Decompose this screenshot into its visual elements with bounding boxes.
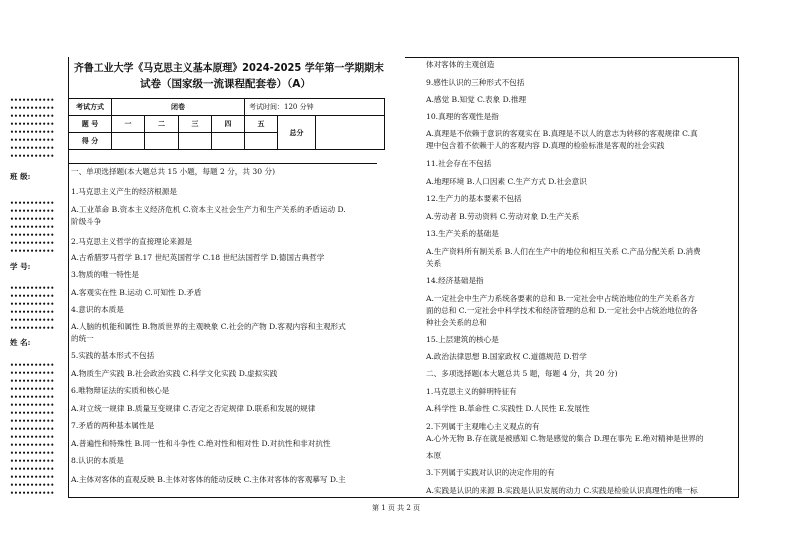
question-line: A.古希腊罗马哲学 B.17 世纪英国哲学 C.18 世纪法国哲学 D.德国古典哲学 bbox=[71, 253, 325, 262]
score-table bbox=[68, 98, 385, 150]
question-line: A.普遍性和特殊性 B.同一性和斗争性 C.绝对性和相对性 D.对抗性和非对抗性 bbox=[71, 439, 331, 448]
binding-dots: ••••••••••• bbox=[10, 378, 55, 385]
binding-dots: ••••••••••• bbox=[10, 153, 55, 160]
binding-dots: ••••••••••• bbox=[10, 386, 55, 393]
question-line: A.工业革命 B.资本主义经济危机 C.资本主义社会生产力和生产关系的矛盾运动 D. bbox=[71, 205, 346, 214]
binding-dots: ••••••••••• bbox=[10, 402, 55, 409]
exam-mode-value: 闭卷 bbox=[112, 99, 245, 116]
binding-dots: ••••••••••• bbox=[10, 285, 55, 292]
binding-dots: ••••••••••• bbox=[10, 482, 55, 489]
question-line: 体对客体的主观创造 bbox=[426, 60, 495, 69]
column-3: 三 bbox=[179, 116, 212, 133]
divider-line bbox=[68, 163, 377, 164]
page-footer: 第 1 页 共 2 页 bbox=[372, 504, 421, 512]
score-cell-3 bbox=[179, 133, 212, 150]
column-2: 二 bbox=[145, 116, 179, 133]
binding-dots: ••••••••••• bbox=[10, 309, 55, 316]
exam-title-line2: 试卷（国家级一流课程配套卷）（A） bbox=[140, 78, 311, 90]
question-line: 13.生产关系的基础是 bbox=[426, 229, 499, 238]
question-line: A.人脑的机能和属性 B.物质世界的主观映象 C.社会的产物 D.客观内容和主观形式 bbox=[71, 322, 346, 331]
score-cell-4 bbox=[212, 133, 245, 150]
frame-top-border bbox=[405, 57, 739, 58]
binding-dots: ••••••••••• bbox=[10, 418, 55, 425]
exam-time: 考试时间：120 分钟 bbox=[245, 99, 385, 116]
binding-dots: ••••••••••• bbox=[10, 216, 55, 223]
question-line: 12.生产力的基本要素不包括 bbox=[426, 194, 522, 203]
binding-dots: ••••••••••• bbox=[10, 97, 55, 104]
binding-dots: ••••••••••• bbox=[10, 200, 55, 207]
binding-dots: ••••••••••• bbox=[10, 317, 55, 324]
binding-dots: ••••••••••• bbox=[10, 442, 55, 449]
question-line: 的统一 bbox=[71, 334, 94, 343]
binding-dots: ••••••••••• bbox=[10, 450, 55, 457]
question-line: 种社会关系的总和 bbox=[426, 318, 487, 327]
binding-dots: ••••••••••• bbox=[10, 121, 55, 128]
question-line: 11.社会存在不包括 bbox=[426, 159, 492, 168]
question-line: A.实践是认识的来源 B.实践是认识发展的动力 C.实践是检验认识真理性的唯一标 bbox=[426, 486, 698, 495]
score-cell-2 bbox=[145, 133, 179, 150]
binding-dots: ••••••••••• bbox=[10, 474, 55, 481]
question-line: 7.矛盾的两种基本属性是 bbox=[71, 421, 155, 430]
question-line: 1.马克思主义产生的经济根源是 bbox=[71, 187, 177, 196]
binding-dots: ••••••••••• bbox=[10, 426, 55, 433]
binding-dots: ••••••••••• bbox=[10, 105, 55, 112]
question-line: A.对立统一规律 B.质量互变规律 C.否定之否定规律 D.联系和发展的规律 bbox=[71, 404, 316, 413]
question-line: A.物质生产实践 B.社会政治实践 C.科学文化实践 D.虚拟实践 bbox=[71, 369, 278, 378]
binding-dots: ••••••••••• bbox=[10, 466, 55, 473]
question-line: 1.马克思主义的鲜明特征有 bbox=[426, 387, 517, 396]
question-line: 理中包含着不依赖于人的客观内容 D.真理的检验标准是客观的社会实践 bbox=[426, 141, 665, 150]
binding-dots: ••••••••••• bbox=[10, 113, 55, 120]
question-line: 9.感性认识的三种形式不包括 bbox=[426, 78, 525, 87]
question-line: 2.下列属于主观唯心主义观点的有 bbox=[426, 422, 540, 431]
question-line: 关系 bbox=[426, 259, 442, 268]
score-label: 得 分 bbox=[69, 133, 112, 150]
binding-dots: ••••••••••• bbox=[10, 301, 55, 308]
binding-dots: ••••••••••• bbox=[10, 224, 55, 231]
binding-dots: ••••••••••• bbox=[10, 458, 55, 465]
question-no-label: 题 号 bbox=[69, 116, 112, 133]
binding-dots: ••••••••••• bbox=[10, 129, 55, 136]
binding-dots: ••••••••••• bbox=[10, 137, 55, 144]
section-heading: 二、多项选择题(本大题总共 5 题，每题 4 分，共 20 分) bbox=[426, 369, 618, 378]
frame-right-border bbox=[738, 57, 739, 497]
binding-dots: ••••••••••• bbox=[10, 145, 55, 152]
question-line: A.真理是不依赖于意识的客观实在 B.真理是不以人的意志为转移的客观规律 C.真 bbox=[426, 129, 698, 138]
binding-dots: ••••••••••• bbox=[10, 370, 55, 377]
question-line: A.感觉 B.知觉 C.表象 D.推理 bbox=[426, 95, 527, 104]
exam-mode-label: 考试方式 bbox=[69, 99, 112, 116]
binding-dots: ••••••••••• bbox=[10, 248, 55, 255]
binding-dots: ••••••••••• bbox=[10, 240, 55, 247]
binding-dots: ••••••••••• bbox=[10, 232, 55, 239]
question-line: 2.马克思主义哲学的直接理论来源是 bbox=[71, 237, 193, 246]
question-line: 8.认识的本质是 bbox=[71, 456, 124, 465]
score-cell-1 bbox=[112, 133, 145, 150]
column-5: 五 bbox=[245, 116, 278, 133]
question-line: A.劳动者 B.劳动资料 C.劳动对象 D.生产关系 bbox=[426, 212, 580, 221]
question-line: A.地理环境 B.人口因素 C.生产方式 D.社会意识 bbox=[426, 177, 587, 186]
question-line: 5.实践的基本形式不包括 bbox=[71, 351, 155, 360]
binding-dots: ••••••••••• bbox=[10, 394, 55, 401]
score-cell-5 bbox=[245, 133, 278, 150]
question-line: 10.真理的客观性是指 bbox=[426, 112, 499, 121]
question-line: A.政治法律思想 B.国家政权 C.道德规范 D.哲学 bbox=[426, 352, 587, 361]
question-line: 3.下列属于实践对认识的决定作用的有 bbox=[426, 468, 555, 477]
question-line: 阶级斗争 bbox=[71, 217, 102, 226]
total-score-cell bbox=[316, 116, 385, 150]
binding-dots: ••••••••••• bbox=[10, 325, 55, 332]
column-1: 一 bbox=[112, 116, 145, 133]
class-label: 班 级: bbox=[10, 172, 31, 181]
question-line: 本原 bbox=[426, 451, 442, 460]
question-line: A.心外无物 B.存在就是被感知 C.物是感觉的集合 D.理在事先 E.绝对精神是世界的 bbox=[426, 434, 704, 443]
binding-dots: ••••••••••• bbox=[10, 410, 55, 417]
frame-bottom-border bbox=[68, 497, 739, 498]
question-line: A.科学性 B.革命性 C.实践性 D.人民性 E.发展性 bbox=[426, 404, 590, 413]
question-line: 3.物质的唯一特性是 bbox=[71, 270, 139, 279]
question-line: 14.经济基础是指 bbox=[426, 276, 484, 285]
binding-dots: ••••••••••• bbox=[10, 208, 55, 215]
exam-title-line1: 齐鲁工业大学《马克思主义基本原理》2024-2025 学年第一学期期末 bbox=[74, 62, 384, 74]
section-heading: 一、单项选择题(本大题总共 15 小题，每题 2 分，共 30 分) bbox=[71, 167, 276, 176]
question-line: 4.意识的本质是 bbox=[71, 305, 124, 314]
total-label: 总分 bbox=[278, 116, 316, 150]
question-line: A.客观实在性 B.运动 C.可知性 D.矛盾 bbox=[71, 288, 202, 297]
question-line: A.主体对客体的直观反映 B.主体对客体的能动反映 C.主体对客体的客观摹写 D.主 bbox=[71, 475, 346, 484]
binding-dots: ••••••••••• bbox=[10, 490, 55, 497]
binding-dots: ••••••••••• bbox=[10, 434, 55, 441]
question-line: 面的总和 C.一定社会中科学技术和经济管理的总和 D.一定社会中占统治地位的各 bbox=[426, 306, 698, 315]
question-line: 6.唯物辩证法的实质和核心是 bbox=[71, 386, 170, 395]
student-id-label: 学 号: bbox=[10, 262, 31, 271]
question-line: A.一定社会中生产力系统各要素的总和 B.一定社会中占统治地位的生产关系各方 bbox=[426, 294, 695, 303]
question-line: 15.上层建筑的核心是 bbox=[426, 335, 499, 344]
column-4: 四 bbox=[212, 116, 245, 133]
question-line: A.生产资料所有制关系 B.人们在生产中的地位和相互关系 C.产品分配关系 D.消费 bbox=[426, 247, 701, 256]
name-label: 姓 名: bbox=[10, 338, 31, 347]
binding-dots: ••••••••••• bbox=[10, 293, 55, 300]
binding-dots: ••••••••••• bbox=[10, 362, 55, 369]
